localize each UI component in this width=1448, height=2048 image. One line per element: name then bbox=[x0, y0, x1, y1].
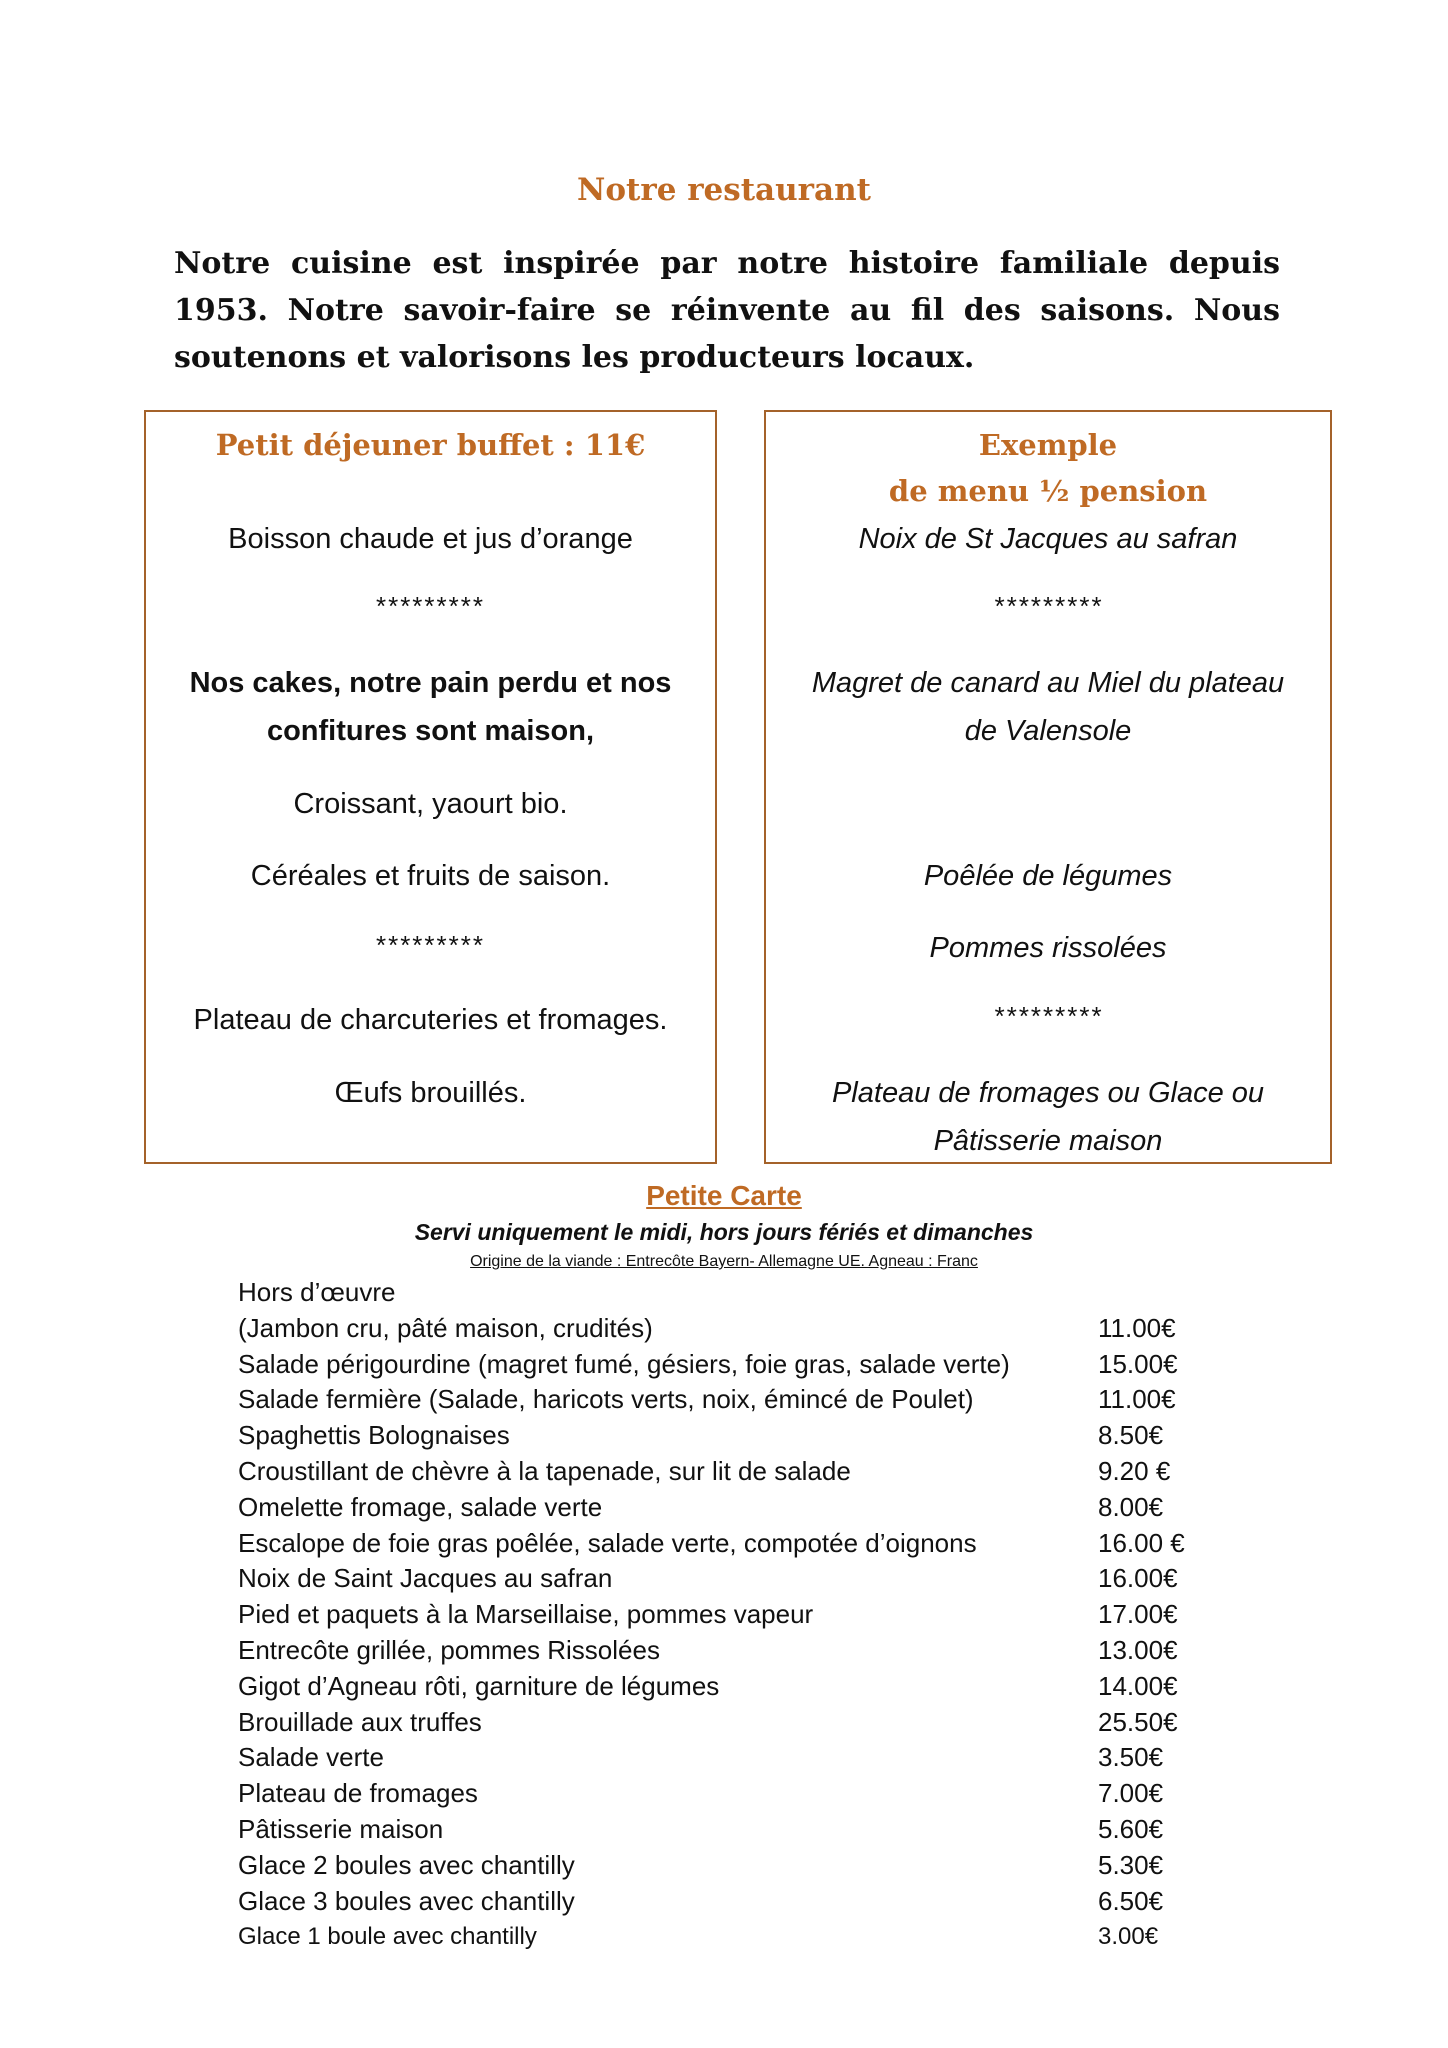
menu-item-name: Salade fermière (Salade, haricots verts, noix, émincé de Poulet) bbox=[238, 1384, 974, 1415]
menu-item-name: Glace 1 boule avec chantilly bbox=[238, 1923, 537, 1951]
menu-row bbox=[238, 1347, 1238, 1383]
menu-row bbox=[238, 1597, 1238, 1633]
menu-item-price: 16.00€ bbox=[1098, 1563, 1178, 1594]
menu-item-price: 5.60€ bbox=[1098, 1813, 1164, 1844]
menu-row bbox=[238, 1418, 1238, 1454]
half-board-item: Magret de canard au Miel du plateau bbox=[811, 667, 1285, 699]
menu-item-price: 3.50€ bbox=[1098, 1742, 1164, 1773]
separator-stars: ********* bbox=[375, 930, 486, 960]
breakfast-item: confitures sont maison, bbox=[266, 715, 595, 747]
menu-item-name: Pâtisserie maison bbox=[238, 1813, 444, 1844]
menu-row bbox=[238, 1526, 1238, 1562]
menu-row bbox=[238, 1311, 1238, 1347]
menu-row bbox=[238, 1884, 1238, 1920]
intro-paragraph: Notre cuisine est inspirée par notre histoire familiale depuis 1953. Notre savoir-faire se réinvente au fil des saisons. Nous soutenons et valorisons les producteurs locaux. bbox=[174, 246, 1280, 375]
half-board-title-line1: Exemple bbox=[978, 428, 1118, 462]
breakfast-item: Boisson chaude et jus d’orange bbox=[228, 523, 633, 555]
menu-item-name: Escalope de foie gras poêlée, salade verte, compotée d’oignons bbox=[238, 1527, 977, 1558]
half-board-item: Noix de St Jacques au safran bbox=[858, 523, 1238, 555]
half-board-box bbox=[764, 410, 1332, 1164]
menu-item-price: 13.00€ bbox=[1098, 1634, 1178, 1665]
menu-item-name: Croustillant de chèvre à la tapenade, sur lit de salade bbox=[238, 1455, 851, 1486]
menu-item-price: 15.00€ bbox=[1098, 1348, 1178, 1379]
menu-row bbox=[238, 1633, 1238, 1669]
menu-item-name: Hors d’œuvre bbox=[238, 1277, 396, 1307]
menu-item-price: 6.50€ bbox=[1098, 1885, 1164, 1916]
menu-row bbox=[238, 1454, 1238, 1490]
menu-item-name: Salade périgourdine (magret fumé, gésiers, foie gras, salade verte) bbox=[238, 1348, 1010, 1379]
menu-item-name: Brouillade aux truffes bbox=[238, 1706, 482, 1737]
breakfast-item: Croissant, yaourt bio. bbox=[293, 788, 568, 820]
menu-item-name: Pied et paquets à la Marseillaise, pommes vapeur bbox=[238, 1599, 814, 1630]
menu-row bbox=[238, 1776, 1238, 1812]
menu-item-name: Glace 3 boules avec chantilly bbox=[238, 1885, 575, 1916]
half-board-title-line2: de menu ½ pension bbox=[888, 474, 1208, 508]
half-board-item: Pommes rissolées bbox=[929, 932, 1167, 964]
menu-item-name: Gigot d’Agneau rôti, garniture de légumes bbox=[238, 1670, 720, 1701]
menu-item-price: 8.00€ bbox=[1098, 1491, 1164, 1522]
menu-item-name: Omelette fromage, salade verte bbox=[238, 1491, 603, 1522]
separator-stars: ********* bbox=[375, 591, 486, 621]
menu-item-price: 8.50€ bbox=[1098, 1420, 1164, 1451]
menu-item-name: Spaghettis Bolognaises bbox=[238, 1420, 510, 1451]
petite-carte-title: Petite Carte bbox=[646, 1180, 802, 1211]
breakfast-title: Petit déjeuner buffet : 11€ bbox=[215, 428, 646, 462]
menu-item-name: Glace 2 boules avec chantilly bbox=[238, 1849, 575, 1880]
menu-row bbox=[238, 1919, 1238, 1955]
breakfast-item: Nos cakes, notre pain perdu et nos bbox=[189, 667, 672, 699]
half-board-item: Pâtisserie maison bbox=[933, 1125, 1163, 1157]
menu-item-price: 11.00€ bbox=[1098, 1312, 1176, 1343]
breakfast-item: Œufs brouillés. bbox=[334, 1077, 527, 1109]
menu-item-price: 3.00€ bbox=[1098, 1923, 1159, 1951]
breakfast-item: Céréales et fruits de saison. bbox=[250, 860, 611, 892]
menu-item-name: Entrecôte grillée, pommes Rissolées bbox=[238, 1634, 660, 1665]
breakfast-box bbox=[144, 410, 717, 1164]
separator-stars: ********* bbox=[993, 591, 1103, 621]
menu-item-name: Salade verte bbox=[238, 1742, 384, 1773]
breakfast-item: Plateau de charcuteries et fromages. bbox=[193, 1004, 668, 1036]
menu-row bbox=[238, 1705, 1238, 1741]
menu-item-price: 9.20 € bbox=[1098, 1455, 1171, 1486]
separator-stars: ********* bbox=[993, 1001, 1103, 1031]
half-board-item: Plateau de fromages ou Glace ou bbox=[831, 1077, 1265, 1109]
half-board-item: Poêlée de légumes bbox=[923, 860, 1173, 892]
page-title: Notre restaurant bbox=[577, 172, 871, 208]
menu-item-name: Noix de Saint Jacques au safran bbox=[238, 1563, 613, 1594]
menu-item-price: 7.00€ bbox=[1098, 1778, 1164, 1809]
menu-row bbox=[238, 1669, 1238, 1705]
menu-item-price: 17.00€ bbox=[1098, 1599, 1178, 1630]
meat-origin-note: Origine de la viande : Entrecôte Bayern- Allemagne UE. Agneau : Franc bbox=[470, 1253, 978, 1270]
menu-row bbox=[238, 1490, 1238, 1526]
menu-item-price: 25.50€ bbox=[1098, 1706, 1178, 1737]
menu-item-name: Plateau de fromages bbox=[238, 1778, 478, 1809]
menu-item-price: 14.00€ bbox=[1098, 1670, 1178, 1701]
menu-item-price: 5.30€ bbox=[1098, 1849, 1164, 1880]
menu-row bbox=[238, 1561, 1238, 1597]
menu-row bbox=[238, 1812, 1238, 1848]
menu-item-price: 16.00 € bbox=[1098, 1527, 1185, 1558]
menu-row bbox=[238, 1382, 1238, 1418]
petite-carte-subtitle: Servi uniquement le midi, hors jours fériés et dimanches bbox=[414, 1219, 1034, 1245]
menu-row bbox=[238, 1848, 1238, 1884]
half-board-item: de Valensole bbox=[964, 715, 1132, 747]
menu-row bbox=[238, 1275, 1238, 1311]
menu-item-price: 11.00€ bbox=[1098, 1384, 1176, 1415]
menu-row bbox=[238, 1740, 1238, 1776]
menu-item-name: (Jambon cru, pâté maison, crudités) bbox=[238, 1312, 653, 1343]
menu-list bbox=[238, 1275, 1238, 1955]
